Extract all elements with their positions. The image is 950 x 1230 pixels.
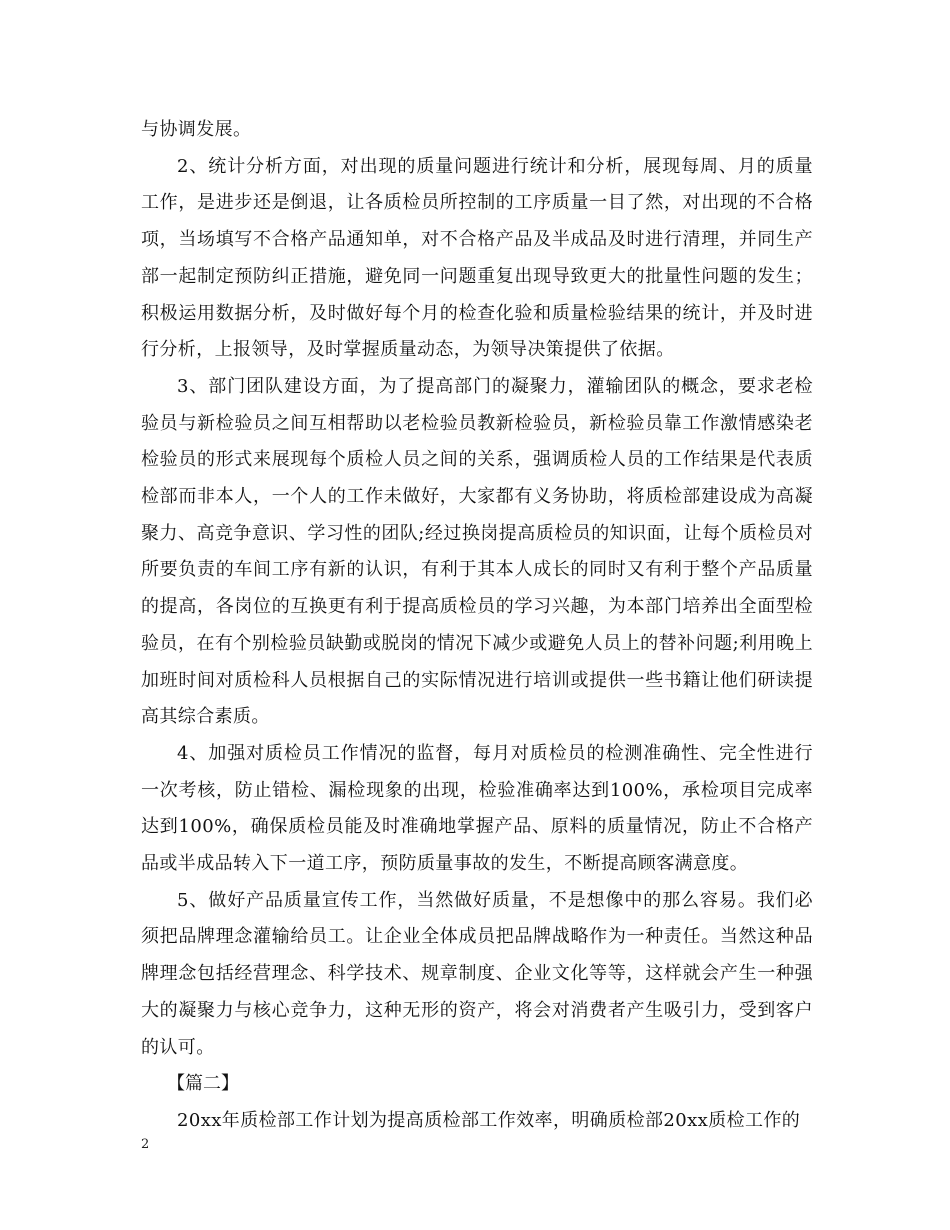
section-heading: 【篇二】 bbox=[167, 1073, 239, 1095]
paragraph-item-2: 2、统计分析方面，对出现的质量问题进行统计和分析，展现每周、月的质量工作，是进步还是倒退，让各质检员所控制的工序质量一目了然，对出现的不合格项，当场填写不合格产品通知单，对不合格产品及半成品及时进行清理，并同生产部一起制定预防纠正措施，避免同一问题重复出现导致更大的批量性问题的发生；积极运用数据分析，及时做好每个月的检查化验和质量检验结果的统计，并及时进行分析，上报领导，及时掌握质量动态，为领导决策提供了依据。 bbox=[141, 155, 813, 361]
paragraph-continuation: 与协调发展。 bbox=[141, 119, 252, 140]
page-number: 2 bbox=[141, 1137, 150, 1152]
paragraph-item-4: 4、加强对质检员工作情况的监督，每月对质检员的检测准确性、完全性进行一次考核，防止错检、漏检现象的出现，检验准确率达到100%，承检项目完成率达到100%，确保质检员能及时准确地掌握产品、原料的质量情况，防止不合格产品或半成品转入下一道工序，预防质量事故的发生，不断提高顾客满意度。 bbox=[141, 742, 813, 875]
document-body bbox=[141, 112, 813, 1140]
paragraph-item-5: 5、做好产品质量宣传工作，当然做好质量，不是想像中的那么容易。我们必须把品牌理念灌输给员工。让企业全体成员把品牌战略作为一种责任。当然这种品牌理念包括经营理念、科学技术、规章制度、企业文化等等，这样就会产生一种强大的凝聚力与核心竞争力，这种无形的资产，将会对消费者产生吸引力，受到客户的认可。 bbox=[141, 889, 813, 1058]
paragraph-item-3: 3、部门团队建设方面，为了提高部门的凝聚力，灌输团队的概念，要求老检验员与新检验员之间互相帮助以老检验员教新检验员，新检验员靠工作激情感染老检验员的形式来展现每个质检人员之间的关系，强调质检人员的工作结果是代表质检部而非本人，一个人的工作未做好，大家都有义务协助，将质检部建设成为高凝聚力、高竞争意识、学习性的团队;经过换岗提高质检员的知识面，让每个质检员对所要负责的车间工序有新的认识，有利于其本人成长的同时又有利于整个产品质量的提高，各岗位的互换更有利于提高质检员的学习兴趣，为本部门培养出全面型检验员，在有个别检验员缺勤或脱岗的情况下减少或避免人员上的替补问题;利用晚上加班时间对质检科人员根据自己的实际情况进行培训或提供一些书籍让他们研读提高其综合素质。 bbox=[141, 375, 813, 728]
paragraph-closing: 20xx年质检部工作计划为提高质检部工作效率，明确质检部20xx质检工作的 bbox=[177, 1109, 801, 1131]
